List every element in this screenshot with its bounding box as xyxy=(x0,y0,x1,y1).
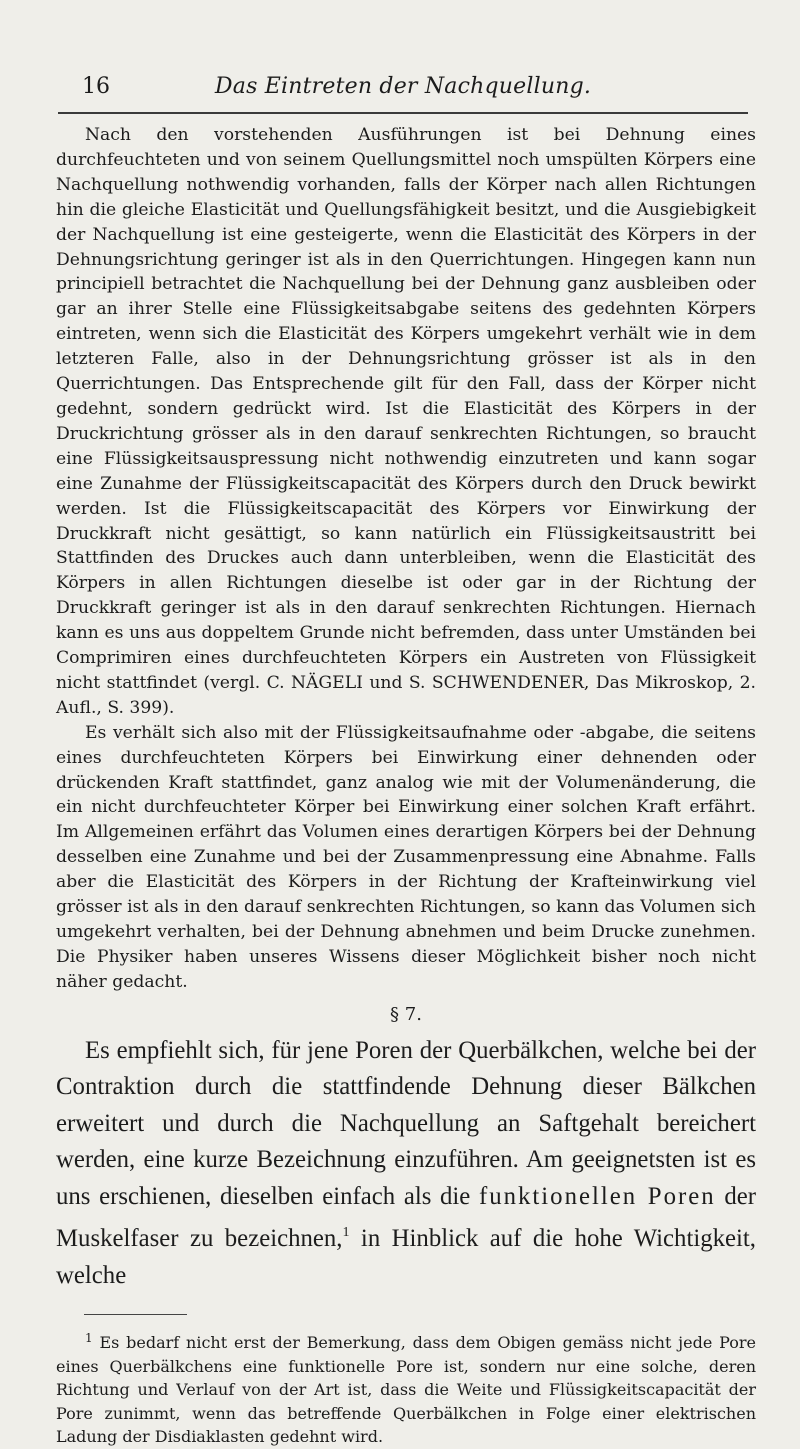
footnote-rule xyxy=(84,1314,187,1315)
section-heading: § 7. xyxy=(390,1003,422,1025)
footnote-marker: 1 xyxy=(342,1225,350,1241)
paragraph-2: Es verhält sich also mit der Flüssigkeitsaufnahme oder -abgabe, die seitens eines durchfeuchteten Körpers bei Einwirkung einer dehnenden oder drückenden Kraft stattfindet, ganz analog wie mit der Volumenänderung, die ein nicht durchfeuchteter Körper bei Einwirkung einer solchen Kraft erfährt. Im Allgemeinen erfährt das Volumen eines derartigen Körpers bei der Dehnung desselben eine Zunahme und bei der Zusammenpressung eine Abnahme. Falls aber die Elasticität des Körpers in der Richtung der Krafteinwirkung viel grösser ist als in den darauf senkrechten Richtungen, so kann das Volumen sich umgekehrt verhalten, bei der Dehnung abnehmen und beim Drucke zunehmen. Die Physiker haben unseres Wissens dieser Möglichkeit bisher noch nicht näher gedacht. xyxy=(56,722,756,992)
spaced-term-functional-pores: funktionellen Poren xyxy=(478,1182,716,1210)
footnote xyxy=(56,1327,756,1449)
main-text xyxy=(56,123,756,1449)
running-title: Das Eintreten der Nachquellung. xyxy=(214,74,592,99)
large-section-paragraph xyxy=(56,1033,756,1295)
paragraph-1: Nach den vorstehenden Ausführungen ist bei Dehnung eines durchfeuchteten und von seinem Quellungsmittel noch umspülten Körpers eine Nachquellung nothwendig vorhanden, falls der Körper nach allen Richtungen hin die gleiche Elasticität und Quellungsfähigkeit besitzt, und die Ausgiebigkeit der Nachquellung ist eine gesteigerte, wenn die Elasticität des Körpers in der Dehnungsrichtung geringer ist als in den Querrichtungen. Hingegen kann nun principiell betrachtet die Nachquellung bei der Dehnung ganz ausbleiben oder gar an ihrer Stelle eine Flüssigkeitsabgabe seitens des gedehnten Körpers eintreten, wenn sich die Elasticität des Körpers umgekehrt verhält wie in dem letzteren Falle, also in der Dehnungsrichtung grösser ist als in den Querrichtungen. Das Entsprechende gilt für den Fall, dass der Körper nicht gedehnt, sondern gedrückt wird. Ist die Elasticität des Körpers in der Druckrichtung grösser als in den darauf senkrechten Richtungen, so braucht eine Flüssigkeitsauspressung nicht nothwendig einzutreten und kann sogar eine Zunahme der Flüssigkeitscapacität des Körpers durch den Druck bewirkt werden. Ist die Flüssigkeitscapacität des Körpers vor Einwirkung der Druckkraft nicht gesättigt, so kann natürlich ein Flüssigkeitsaustritt bei Stattfinden des Druckes auch dann unterbleiben, wenn die Elasticität des Körpers in allen Richtungen dieselbe ist oder gar in der Richtung der Druckkraft geringer ist als in den darauf senkrechten Richtungen. Hiernach kann es uns aus doppeltem Grunde nicht befremden, dass unter Umständen bei Comprimiren eines durchfeuchteten Körpers ein Austreten von Flüssigkeit nicht stattfindet (vergl. C. NÄGELI und S. SCHWENDENER, Das Mikroskop, 2. Aufl., S. 399). xyxy=(56,125,756,718)
large-paragraph-text-3: in Hinblick auf die hohe Wichtigkeit, welche xyxy=(56,1225,757,1289)
large-paragraph-text-1: Es empfiehlt sich, für jene Poren der Querbälkchen, welche bei der Contraktion durch die stattfindende Dehnung dieser Bälkchen erweitert und durch die Nachquellung an Saftgehalt bereichert werden, eine kurze Bezeichnung einzuführen. Am geeignetsten ist es uns erschienen, dieselben einfach als die xyxy=(56,1036,756,1210)
page-header xyxy=(58,74,748,114)
footnote-number: 1 xyxy=(85,1331,93,1346)
page-number: 16 xyxy=(82,74,110,99)
footnote-text: Es bedarf nicht erst der Bemerkung, dass dem Obigen gemäss nicht jede Pore eines Querbälkchens eine funktionelle Pore ist, sondern nur eine solche, deren Richtung und Verlauf von der Art ist, dass die Weite und Flüssigkeitscapacität der Pore zunimmt, wenn das betreffende Querbälkchen in Folge einer elektrischen Ladung der Disdiaklasten gedehnt wird. xyxy=(56,1333,756,1447)
header-rule xyxy=(58,112,748,114)
large-paragraph-text-2: der Muskelfaser zu bezeichnen, xyxy=(56,1182,756,1253)
